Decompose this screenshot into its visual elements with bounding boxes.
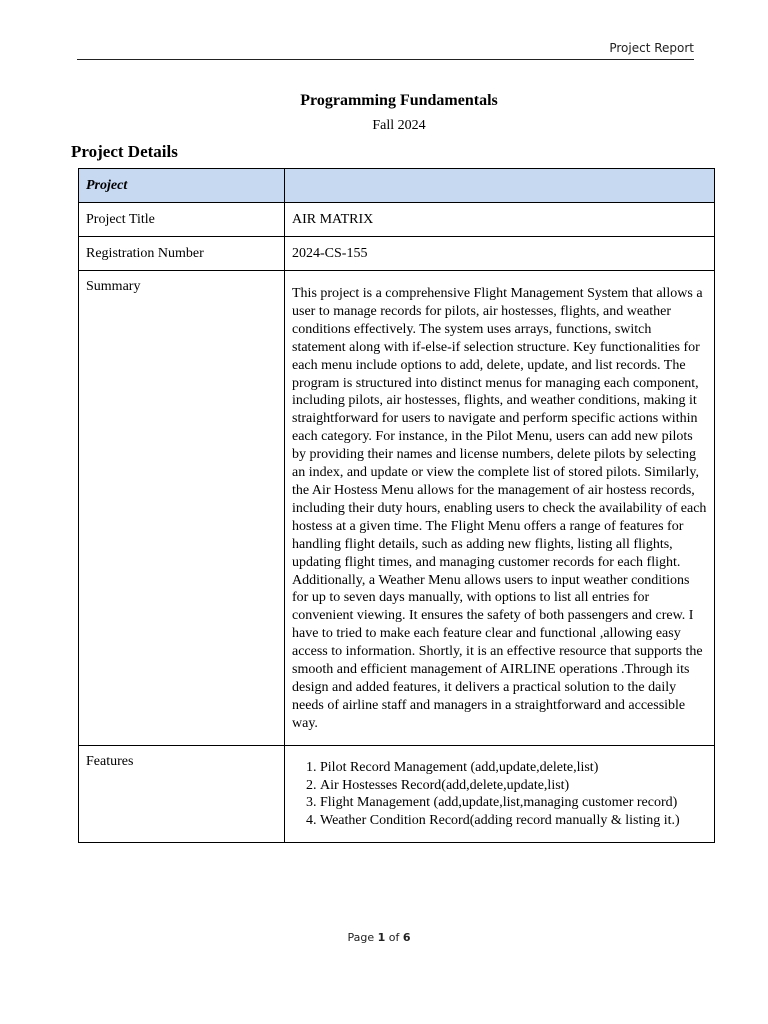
summary-text: This project is a comprehensive Flight Management System that allows a user to manage records for pilots, air hostesses, flights, and weather conditions effectively. The system uses arrays, functions, switch statement along with if-else-if selection structure. Key functionalities for each menu include options to add, delete, update, and list records. The program is structured into distinct menus for managing each component, including pilots, air hostesses, flights, and weather conditions, making it straightforward for users to navigate and perform specific actions within each category. For instance, in the Pilot Menu, users can add new pilots by providing their names and license numbers, delete pilots by selecting an index, and update or view the complete list of stored pilots. Similarly, the Air Hostess Menu allows for the management of air hostess records, including their duty hours, enabling users to check the availability of each hostess at a given time. The Flight Menu offers a range of features for handling flight details, such as adding new flights, listing all flights, updating flight times, and managing customer records for each flight. Additionally, a Weather Menu allows users to input weather conditions for up to seven days manually, with options to list all entries for convenient viewing. It ensures the safety of both passengers and crew. I have to tried to make each feature clear and functional ,allowing easy access to information. Shortly, it is an effective resource that supports the smooth and efficient management of AIRLINE operations .Through its design and added features, it delivers a practical solution to the daily needs of airline staff and managers in a straightforward and accessible way. bbox=[285, 271, 715, 746]
section-heading: Project Details bbox=[71, 142, 178, 161]
registration-label: Registration Number bbox=[79, 237, 285, 271]
project-details-table bbox=[78, 168, 715, 843]
table-row bbox=[79, 745, 715, 843]
project-title-value: AIR MATRIX bbox=[285, 203, 715, 237]
list-item: 1. Pilot Record Management (add,update,delete,list) bbox=[320, 759, 707, 777]
project-title-label: Project Title bbox=[79, 203, 285, 237]
total-pages-number: 6 bbox=[402, 931, 411, 944]
header-divider bbox=[77, 59, 694, 60]
features-list bbox=[292, 759, 707, 831]
current-page-number: 1 bbox=[377, 931, 386, 944]
features-cell bbox=[285, 745, 715, 843]
table-row bbox=[79, 203, 715, 237]
page-label: Page bbox=[347, 931, 375, 944]
list-item: 2. Air Hostesses Record(add,delete,update,list) bbox=[320, 777, 707, 795]
list-item: 3. Flight Management (add,update,list,managing customer record) bbox=[320, 794, 707, 812]
page-of-label: of bbox=[388, 931, 400, 944]
list-item: 4. Weather Condition Record(adding record manually & listing it.) bbox=[320, 812, 707, 830]
table-row bbox=[79, 237, 715, 271]
table-header-row bbox=[79, 169, 715, 203]
summary-label: Summary bbox=[79, 271, 285, 746]
page-footer bbox=[0, 931, 758, 944]
header-label-cell: Project bbox=[79, 169, 285, 203]
registration-value: 2024-CS-155 bbox=[285, 237, 715, 271]
table-row bbox=[79, 271, 715, 746]
page-header: Project Report bbox=[609, 41, 694, 55]
document-subtitle: Fall 2024 bbox=[372, 118, 426, 133]
features-label: Features bbox=[79, 745, 285, 843]
document-title: Programming Fundamentals bbox=[300, 92, 498, 109]
header-value-cell bbox=[285, 169, 715, 203]
